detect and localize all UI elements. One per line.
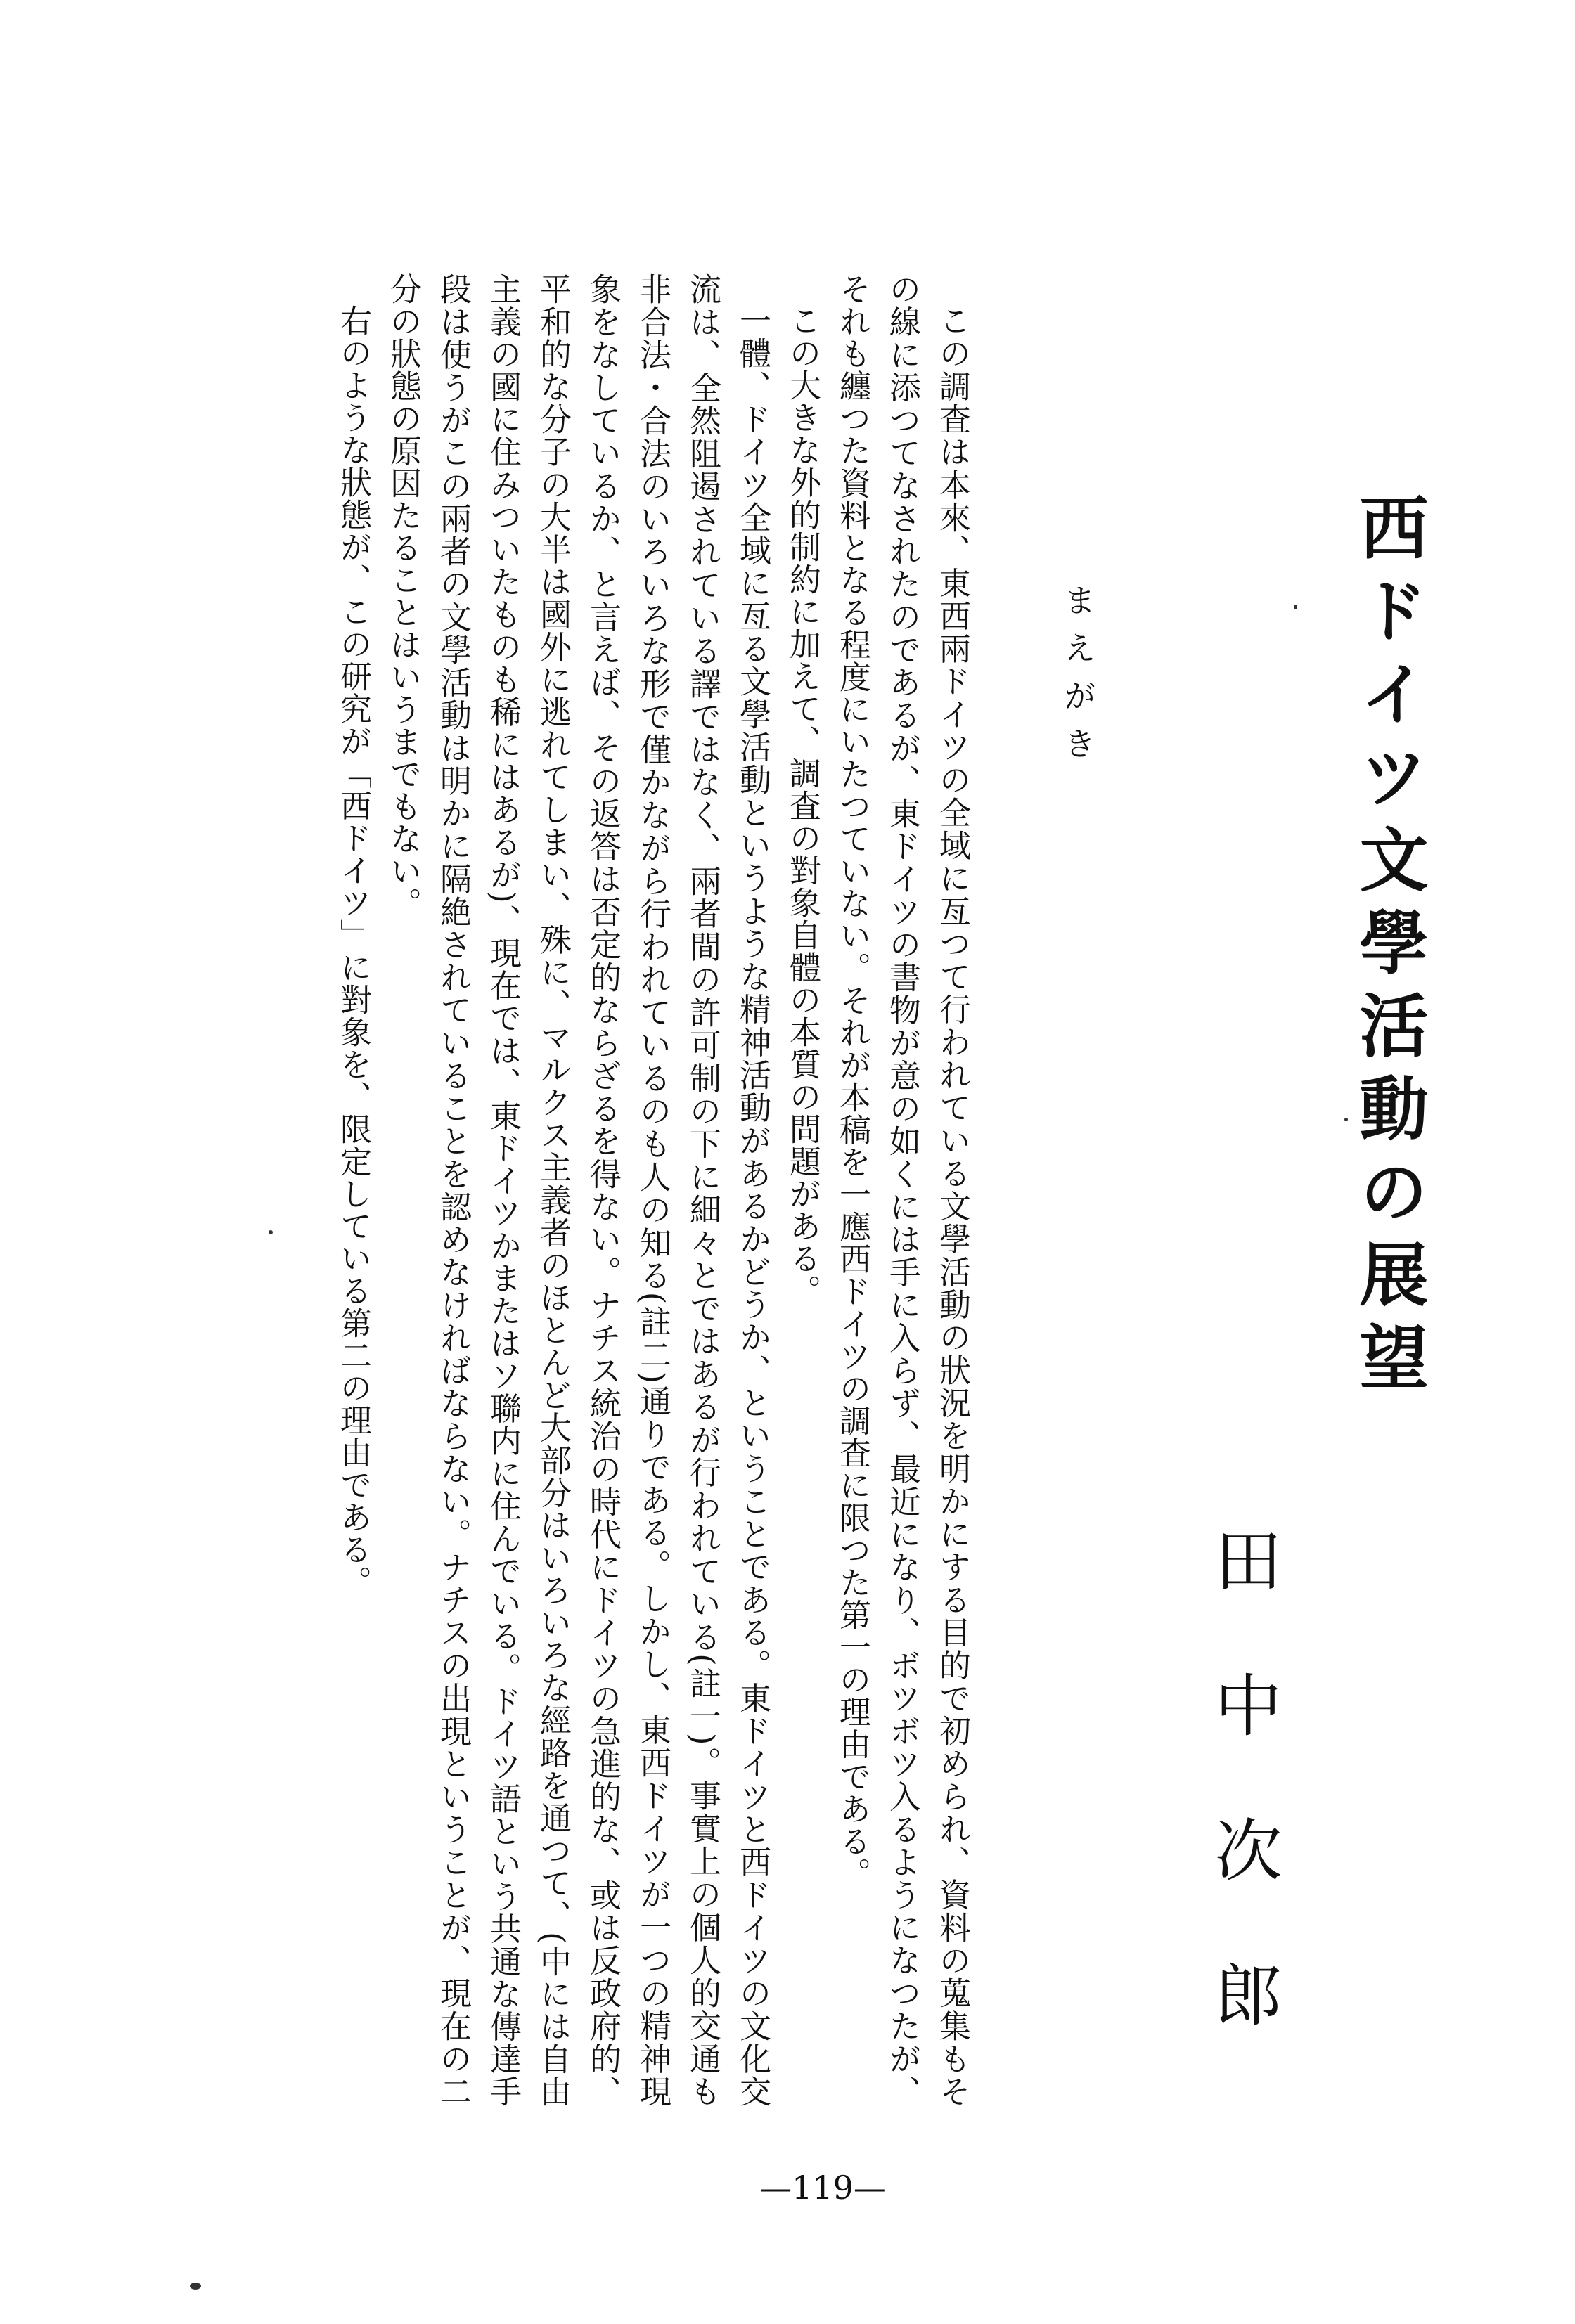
paragraph-3: 一體、ドイツ全域に亙る文學活動というような精神活動があるかどうか、ということである。東ドイツと西ドイツの文化交流は、全然阻遏されている譯ではなく、兩者間の許可制の下に細々とではあるが行われている(註一)。事實上の個人的交通も非合法・合法のいろいろな形で僅かながら行われているのも人の知る(註二)通りである。しかし、東西ドイツが一つの精神現象をなしているか、と言えば、その返答は否定的ならざるを得ない。ナチス統治の時代にドイツの急進的な、或は反政府的、平和的な分子の大半は國外に逃れてしまい、殊に、マルクス主義者のほとんど大部分はいろいろな經路を通つて、(中には自由主義の國に住みついたものも稀にはあるが)、現在では、東ドイツかまたはソ聯内に住んでいる。ドイツ語という共通な傳達手段は使うがこの兩者の文學活動は明かに隔絶されていることを認めなければならない。ナチスの出現ということが、現在の二分の狀態の原因たることはいうまでもない。: [385, 273, 771, 2107]
scan-speck: [1344, 1118, 1348, 1121]
paragraph-4: 右のような狀態が、この研究が「西ドイツ」に對象を、限定している第二の理由である。: [335, 304, 372, 1598]
preface-heading: まえがき: [1059, 583, 1097, 775]
page-number: —119—: [759, 2169, 886, 2207]
scan-speck: [1294, 605, 1297, 609]
article-body: [274, 273, 977, 2107]
scan-speck: [190, 2283, 201, 2290]
author-name: 田中次郎: [1204, 1525, 1282, 2105]
article-title: 西ドイツ文學活動の展望: [1348, 492, 1428, 1405]
paragraph-1: この調査は本來、東西兩ドイツの全域に亙つて行われている文學活動の狀況を明かにする目的で初められ、資料の蒐集もその線に添つてなされたのであるが、東ドイツの書物が意の如くには手に入らず、最近になり、ボツボツ入るようになつたが、それも纏つた資料となる程度にいたつていない。それが本稿を一應西ドイツの調査に限つた第一の理由である。: [834, 273, 971, 2107]
paragraph-2: この大きな外的制約に加えて、調査の對象自體の本質の問題がある。: [784, 304, 821, 1307]
scan-speck: [269, 1230, 273, 1234]
